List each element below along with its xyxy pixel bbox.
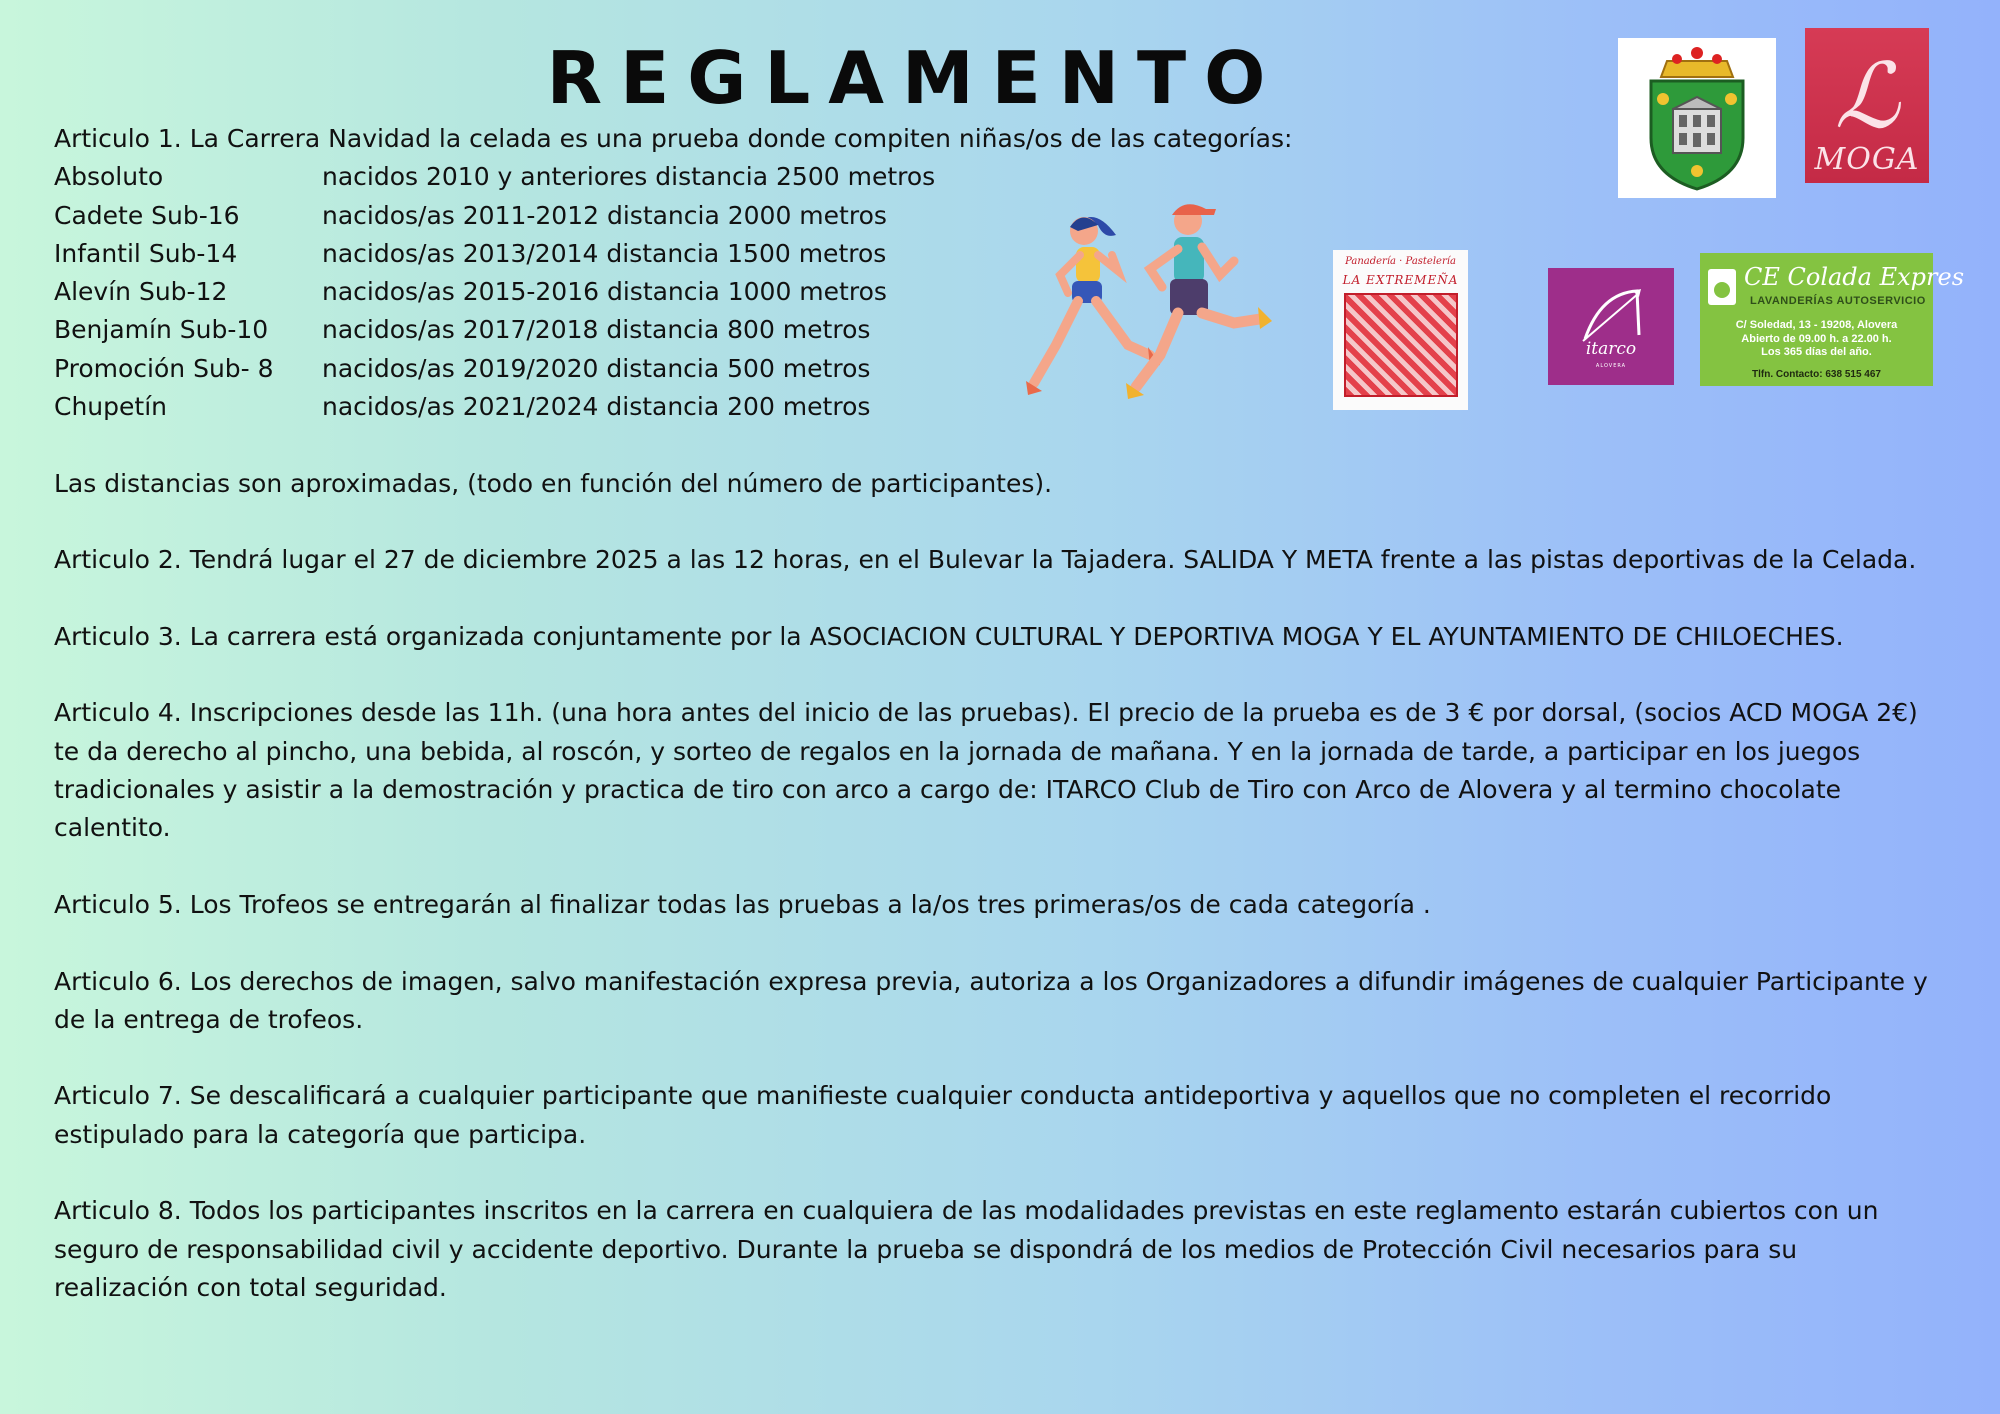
category-row (54, 311, 1934, 349)
category-row (54, 197, 1934, 235)
colada-tagline: LAVANDERÍAS AUTOSERVICIO (1750, 295, 1926, 307)
category-detail: nacidos/as 2013/2014 distancia 1500 metros (322, 238, 887, 268)
category-name: Alevín Sub-12 (54, 277, 228, 307)
article-4: Articulo 4. Inscripciones desde las 11h. (una hora antes del inicio de las pruebas). El precio de la prueba es de 3 € por dorsal, (socios ACD MOGA 2€) te da derecho al pincho, una bebida, al roscón, y sorteo de regalos en la jornada de mañana. Y en la jornada de tarde, a participar en los juegos tradicionales y asistir a la demostración y practica de tiro con arco a cargo de: ITARCO Club de Tiro con Arco de Alovera y al termino chocolate calentito. (54, 698, 1918, 843)
article-6: Articulo 6. Los derechos de imagen, salvo manifestación expresa previa, autoriza a los Organizadores a difundir imágenes de cualquier Participante y de la entrega de trofeos. (54, 966, 1928, 1034)
itarco-subtitle: ALOVERA (1595, 362, 1627, 369)
category-detail: nacidos 2010 y anteriores distancia 2500 metros (322, 162, 936, 192)
article-list (54, 503, 1934, 1307)
category-name: Cadete Sub-16 (54, 200, 240, 230)
category-name: Benjamín Sub-10 (54, 315, 269, 345)
category-row (54, 273, 1934, 311)
rules-content (54, 120, 1934, 1307)
article-1-intro: Articulo 1. La Carrera Navidad la celada es una prueba donde compiten niñas/os de las categorías: (54, 124, 1293, 153)
category-row (54, 350, 1934, 388)
colada-brand: CE Colada Expres (1744, 263, 1965, 291)
article-2: Articulo 2. Tendrá lugar el 27 de diciembre 2025 a las 12 horas, en el Bulevar la Tajadera. SALIDA Y META frente a las pistas deportivas de la Celada. (54, 545, 1917, 575)
article-8: Articulo 8. Todos los participantes inscritos en la carrera en cualquiera de las modalidades previstas en este reglamento estarán cubiertos con un seguro de responsabilidad civil y accidente deportivo. Durante la prueba se dispondrá de los medios de Protección Civil necesarios para su realización con total seguridad. (54, 1196, 1879, 1302)
moga-monogram: ℒ (1834, 44, 1900, 149)
colada-address: C/ Soledad, 13 - 19208, Alovera (1735, 319, 1898, 331)
category-list (54, 158, 1934, 426)
itarco-name: itarco (1585, 338, 1637, 359)
colada-days: Los 365 días del año. (1761, 346, 1872, 358)
article-5: Articulo 5. Los Trofeos se entregarán al finalizar todas las pruebas a la/os tres primeras/os de cada categoría . (54, 889, 1431, 919)
category-name: Promoción Sub- 8 (54, 353, 274, 383)
category-name: Chupetín (54, 392, 167, 422)
category-detail: nacidos/as 2019/2020 distancia 500 metros (322, 353, 871, 383)
category-name: Infantil Sub-14 (54, 238, 238, 268)
category-detail: nacidos/as 2011-2012 distancia 2000 metros (322, 200, 887, 230)
panaderia-name: LA EXTREMEÑA (1342, 273, 1459, 287)
colada-phone: Tlfn. Contacto: 638 515 467 (1752, 369, 1881, 380)
page-title: REGLAMENTO (546, 36, 1284, 120)
category-detail: nacidos/as 2015-2016 distancia 1000 metros (322, 277, 887, 307)
category-row (54, 235, 1934, 273)
category-row (54, 388, 1934, 426)
article-7: Articulo 7. Se descalificará a cualquier participante que manifieste cualquier conducta antideportiva y aquellos que no completen el recorrido estipulado para la categoría que participa. (54, 1081, 1832, 1149)
category-detail: nacidos/as 2021/2024 distancia 200 metros (322, 392, 871, 422)
panaderia-subtitle: Panadería · Pastelería (1345, 256, 1456, 267)
category-detail: nacidos/as 2017/2018 distancia 800 metros (322, 315, 871, 345)
category-name: Absoluto (54, 162, 164, 192)
moga-logo-text: MOGA (1814, 142, 1920, 177)
category-row (54, 158, 1934, 196)
article-3: Articulo 3. La carrera está organizada conjuntamente por la ASOCIACION CULTURAL Y DEPORTIVA MOGA Y EL AYUNTAMIENTO DE CHILOECHES. (54, 621, 1844, 651)
distance-note: Las distancias son aproximadas, (todo en función del número de participantes). (54, 468, 1053, 498)
colada-hours: Abierto de 09.00 h. a 22.00 h. (1741, 333, 1892, 345)
